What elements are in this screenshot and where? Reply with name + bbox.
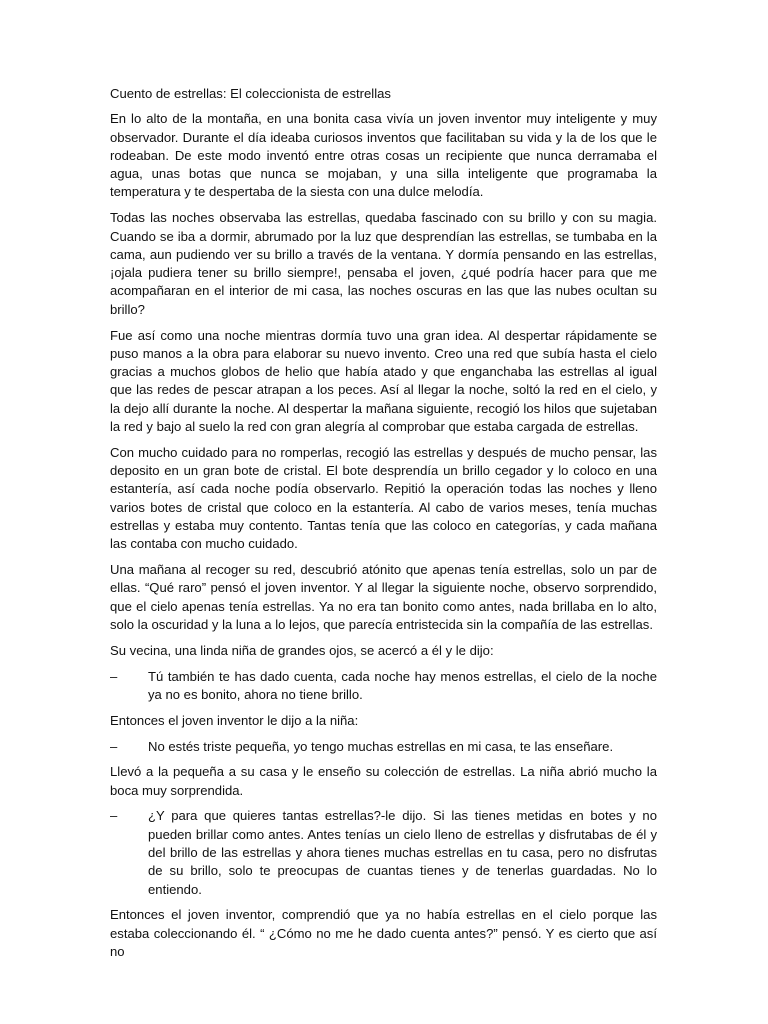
document-page bbox=[110, 85, 657, 969]
dialog-dash: – bbox=[110, 668, 118, 684]
dialog-line-3 bbox=[110, 807, 657, 898]
paragraph-8: Llevó a la pequeña a su casa y le enseño su colección de estrellas. La niña abrió mucho la boca muy sorprendida. bbox=[110, 764, 657, 798]
paragraph-1: En lo alto de la montaña, en una bonita casa vivía un joven inventor muy inteligente y muy observador. Durante el día ideaba curiosos inventos que facilitaban su vida y la de los que le rodeaban. De este modo inventó entre otras cosas un recipiente que nunca derramaba el agua, unas botas que nunca se mojaban, y una silla inteligente que programaba la temperatura y te despertaba de la siesta con una dulce melodía. bbox=[110, 111, 657, 200]
paragraph-2: Todas las noches observaba las estrellas, quedaba fascinado con su brillo y con su magia. Cuando se iba a dormir, abrumado por la luz que desprendían las estrellas, se tumbaba en la cama, aun pudiendo ver su brillo a través de la ventana. Y dormía pensando en las estrellas, ¡ojala pudiera tener su brillo siempre!, pensaba el joven, ¿qué podría hacer para que me acompañaran en el interior de mi casa, las noches oscuras en las que las nubes ocultan su brillo? bbox=[110, 210, 657, 317]
dialog-dash: – bbox=[110, 738, 118, 754]
dialog-text: No estés triste pequeña, yo tengo muchas estrellas en mi casa, te las enseñare. bbox=[148, 738, 614, 754]
paragraph-5: Una mañana al recoger su red, descubrió atónito que apenas tenía estrellas, solo un par de ellas. “Qué raro” pensó el joven inventor. Y al llegar la siguiente noche, observo sorprendido, que el cielo apenas tenía estrellas. Ya no era tan bonito como antes, nada brillaba en lo alto, solo la oscuridad y la luna a lo lejos, que parecía entristecida sin la compañía de las estrellas. bbox=[110, 562, 657, 633]
dialog-line-2 bbox=[110, 738, 657, 756]
paragraph-4: Con mucho cuidado para no romperlas, recogió las estrellas y después de mucho pensar, las deposito en un gran bote de cristal. El bote desprendía un brillo cegador y lo coloco en una estantería, así cada noche podía observarlo. Repitió la operación todas las noches y lleno varios botes de cristal que coloco en la estantería. Al cabo de varios meses, tenía muchas estrellas y estaba muy contento. Tantas tenía que las coloco en categorías, y cada mañana las contaba con mucho cuidado. bbox=[110, 444, 657, 552]
document-title: Cuento de estrellas: El coleccionista de estrellas bbox=[110, 86, 391, 101]
paragraph-6: Su vecina, una linda niña de grandes ojos, se acercó a él y le dijo: bbox=[110, 642, 494, 658]
dialog-line-1 bbox=[110, 668, 657, 705]
paragraph-3: Fue así como una noche mientras dormía tuvo una gran idea. Al despertar rápidamente se puso manos a la obra para elaborar su nuevo invento. Creo una red que subía hasta el cielo gracias a muchos globos de helio que había atado y que enganchaba las estrellas al igual que las redes de pescar atrapan a los peces. Así al llegar la noche, soltó la red en el cielo, y la dejo allí durante la noche. Al despertar la mañana siguiente, recogió los hilos que sujetaban la red y bajo al suelo la red con gran alegría al comprobar que estaba cargada de estrellas. bbox=[110, 327, 657, 435]
dialog-dash: – bbox=[110, 808, 118, 824]
paragraph-9: Entonces el joven inventor, comprendió que ya no había estrellas en el cielo porque las estaba coleccionando él. “ ¿Cómo no me he dado cuenta antes?” pensó. Y es cierto que así no bbox=[110, 907, 657, 959]
dialog-text: ¿Y para que quieres tantas estrellas?-le dijo. Si las tienes metidas en botes y no pueden brillar como antes. Antes tenías un cielo lleno de estrellas y disfrutabas de él y del brillo de las estrellas y ahora tienes muchas estrellas en tu casa, pero no disfrutas de su brillo, solo te preocupas de cuantas tienes y de tenerlas guardadas. No lo entiendo. bbox=[148, 808, 657, 897]
dialog-text: Tú también te has dado cuenta, cada noche hay menos estrellas, el cielo de la noche ya no es bonito, ahora no tiene brillo. bbox=[148, 668, 657, 702]
paragraph-7: Entonces el joven inventor le dijo a la niña: bbox=[110, 712, 359, 728]
